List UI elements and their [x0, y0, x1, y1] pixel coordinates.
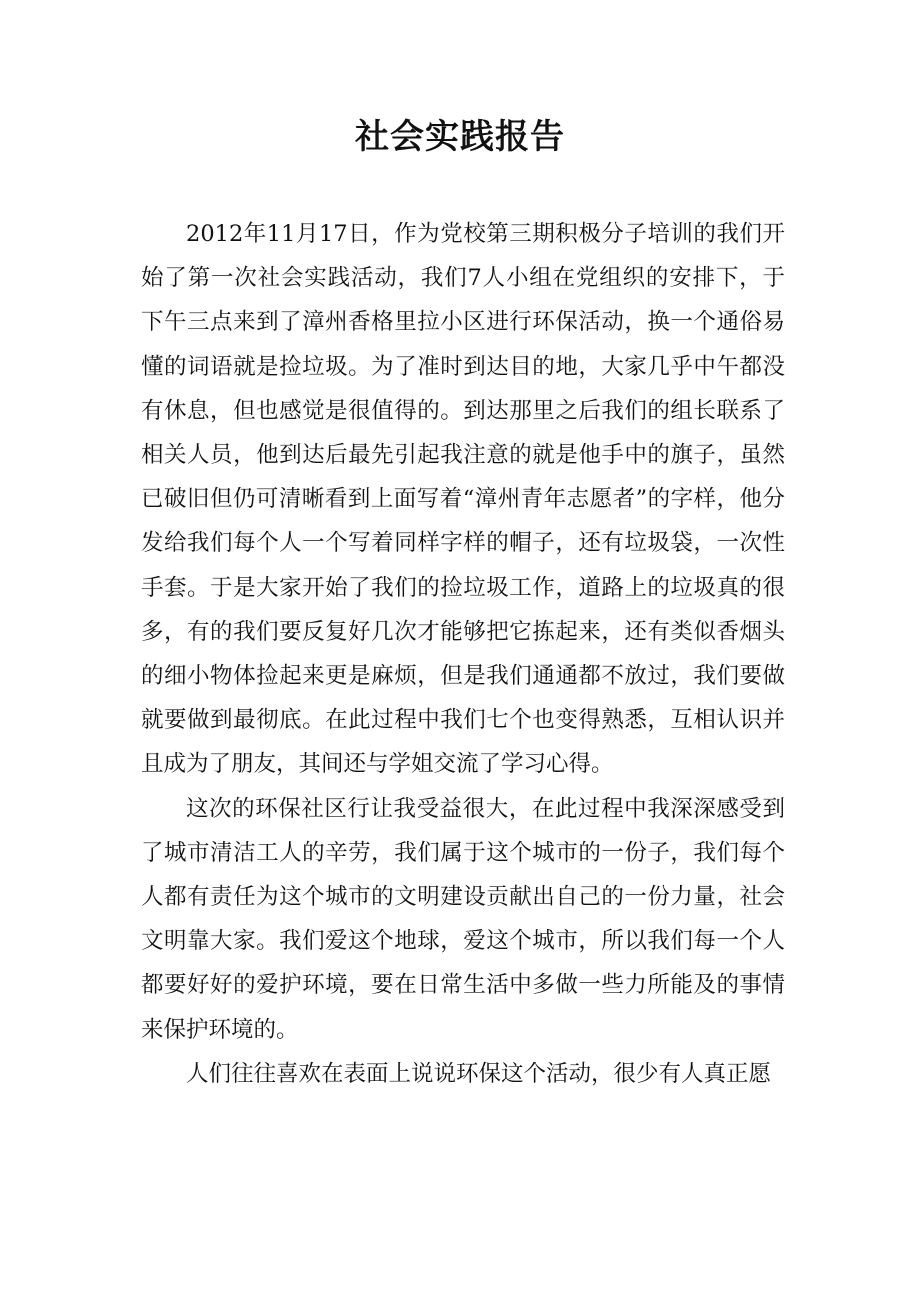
paragraph-1: 2012年11月17日，作为党校第三期积极分子培训的我们开始了第一次社会实践活动，我们7人小组在党组织的安排下，于下午三点来到了漳州香格里拉小区进行环保活动，换一个通俗易懂的词语就是捡垃圾。为了准时到达目的地，大家几乎中午都没有休息，但也感觉是很值得的。到达那里之后我们的组长联系了相关人员，他到达后最先引起我注意的就是他手中的旗子，虽然已破旧但仍可清晰看到上面写着“漳州青年志愿者”的字样，他分发给我们每个人一个写着同样字样的帽子，还有垃圾袋，一次性手套。于是大家开始了我们的捡垃圾工作，道路上的垃圾真的很多，有的我们要反复好几次才能够把它拣起来，还有类似香烟头的细小物体捡起来更是麻烦，但是我们通通都不放过，我们要做就要做到最彻底。在此过程中我们七个也变得熟悉，互相认识并且成为了朋友，其间还与学姐交流了学习心得。: [141, 221, 785, 778]
paragraph-3: 人们往往喜欢在表面上说说环保这个活动，很少有人真正愿: [186, 1060, 772, 1087]
document-title: 社会实践报告: [355, 117, 565, 157]
document-body: [141, 212, 785, 1096]
paragraph-2: 这次的环保社区行让我受益很大，在此过程中我深深感受到了城市清洁工人的辛劳，我们属于这个城市的一份子，我们每个人都有责任为这个城市的文明建设贡献出自己的一份力量，社会文明靠大家。我们爱这个地球，爱这个城市，所以我们每一个人都要好好的爱护环境，要在日常生活中多做一些力所能及的事情来保护环境的。: [141, 795, 785, 1043]
